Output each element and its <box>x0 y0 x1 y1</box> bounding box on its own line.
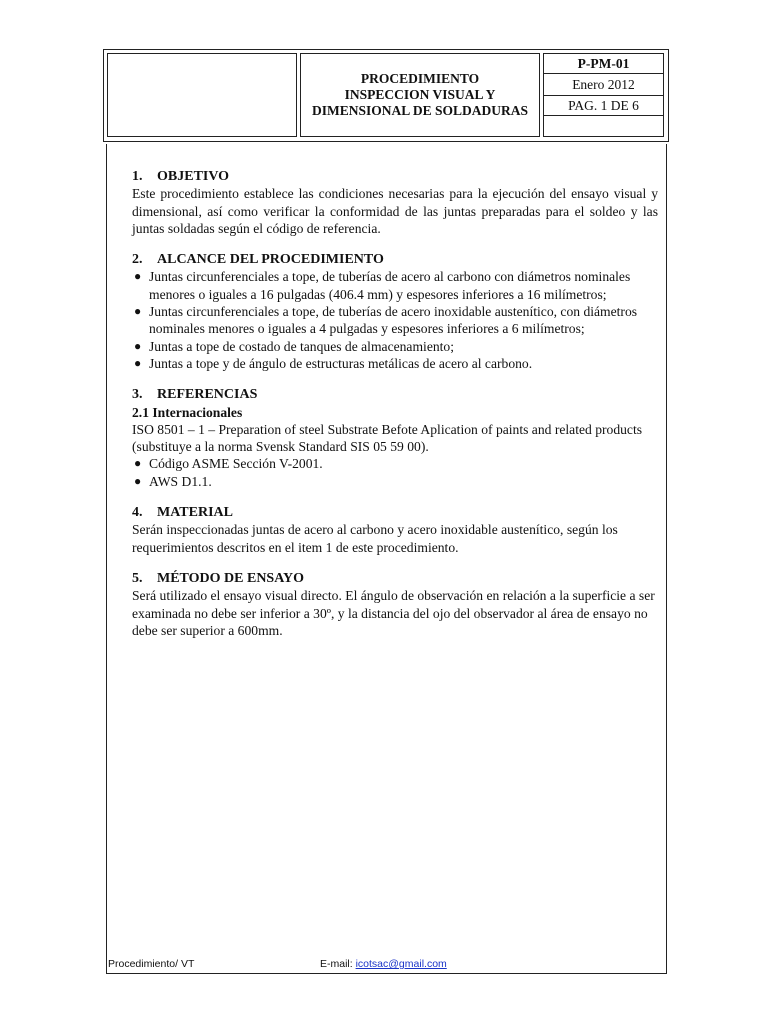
list-item: ● Juntas circunferenciales a tope, de tuberías de acero inoxidable austenítico, con diámetros nominales menores o iguales a 4 pulgadas y espesores inferiores a 6 milímetros; <box>134 304 638 337</box>
bullet-icon: ● <box>134 355 142 370</box>
footer-procedure-label: Procedimiento/ VT <box>108 958 195 970</box>
subsection-internacionales: 2.1 Internacionales <box>132 404 243 420</box>
section-metodo-heading: 5. MÉTODO DE ENSAYO <box>132 570 305 586</box>
section-alcance-heading: 2. ALCANCE DEL PROCEDIMIENTO <box>132 252 384 268</box>
document-body <box>132 168 658 639</box>
bullet-icon: ● <box>134 456 142 471</box>
title-line-2: INSPECCION VISUAL Y <box>344 87 496 102</box>
footer-email <box>320 958 447 970</box>
bullet-icon: ● <box>134 269 142 284</box>
metodo-text: Será utilizado el ensayo visual directo. El ángulo de observación en relación a la superficie a ser examinada no debe ser inferior a 30º, y la distancia del ojo del observador al área de ensayo no debe ser superior a 600mm. <box>132 588 655 638</box>
section-material-heading: 4. MATERIAL <box>132 505 233 521</box>
referencias-list <box>132 455 658 490</box>
email-link[interactable]: icotsac@gmail.com <box>355 958 447 970</box>
list-item: ● Juntas a tope y de ángulo de estructuras metálicas de acero al carbono. <box>134 355 533 371</box>
list-item: ● Código ASME Sección V-2001. <box>134 456 323 472</box>
section-objetivo-heading: 1. OBJETIVO <box>132 169 230 184</box>
email-label: E-mail: <box>320 958 356 970</box>
title-line-3: DIMENSIONAL DE SOLDADURAS <box>311 103 529 118</box>
section-objetivo-text: Este procedimiento establece las condiciones necesarias para la ejecución del ensayo visual y dimensional, así como verificar la conformidad de las juntas preparadas para el soldeo y las juntas soldadas según el código de referencia. <box>132 186 658 236</box>
bullet-icon: ● <box>134 338 142 353</box>
document-code: P-PM-01 <box>543 53 664 74</box>
list-item: ● Juntas circunferenciales a tope, de tuberías de acero al carbono con diámetros nominales menores o iguales a 16 pulgadas (406.4 mm) y espesores inferiores a 16 milímetros; <box>134 269 631 302</box>
document-date: Enero 2012 <box>543 73 664 96</box>
bullet-icon: ● <box>134 473 142 488</box>
document-control-column <box>543 53 664 137</box>
title-line-1: PROCEDIMIENTO <box>360 71 480 86</box>
section-referencias-heading: 3. REFERENCIAS <box>132 387 258 403</box>
empty-control-cell <box>543 115 664 137</box>
document-header-table <box>103 49 669 142</box>
logo-cell <box>107 53 297 137</box>
list-item: ● Juntas a tope de costado de tanques de almacenamiento; <box>134 338 454 354</box>
page-number: PAG. 1 DE 6 <box>543 95 664 116</box>
material-text: Serán inspeccionadas juntas de acero al carbono y acero inoxidable austenítico, según los requerimientos descritos en el item 1 de este procedimiento. <box>132 522 618 555</box>
list-item: ● AWS D1.1. <box>134 473 212 489</box>
alcance-list <box>132 268 658 372</box>
referencias-text: ISO 8501 – 1 – Preparation of steel Substrate Befote Aplication of paints and related products (substituye a la norma Svensk Standard SIS 05 59 00). <box>132 421 643 455</box>
bullet-icon: ● <box>134 304 142 319</box>
document-title <box>300 53 540 137</box>
